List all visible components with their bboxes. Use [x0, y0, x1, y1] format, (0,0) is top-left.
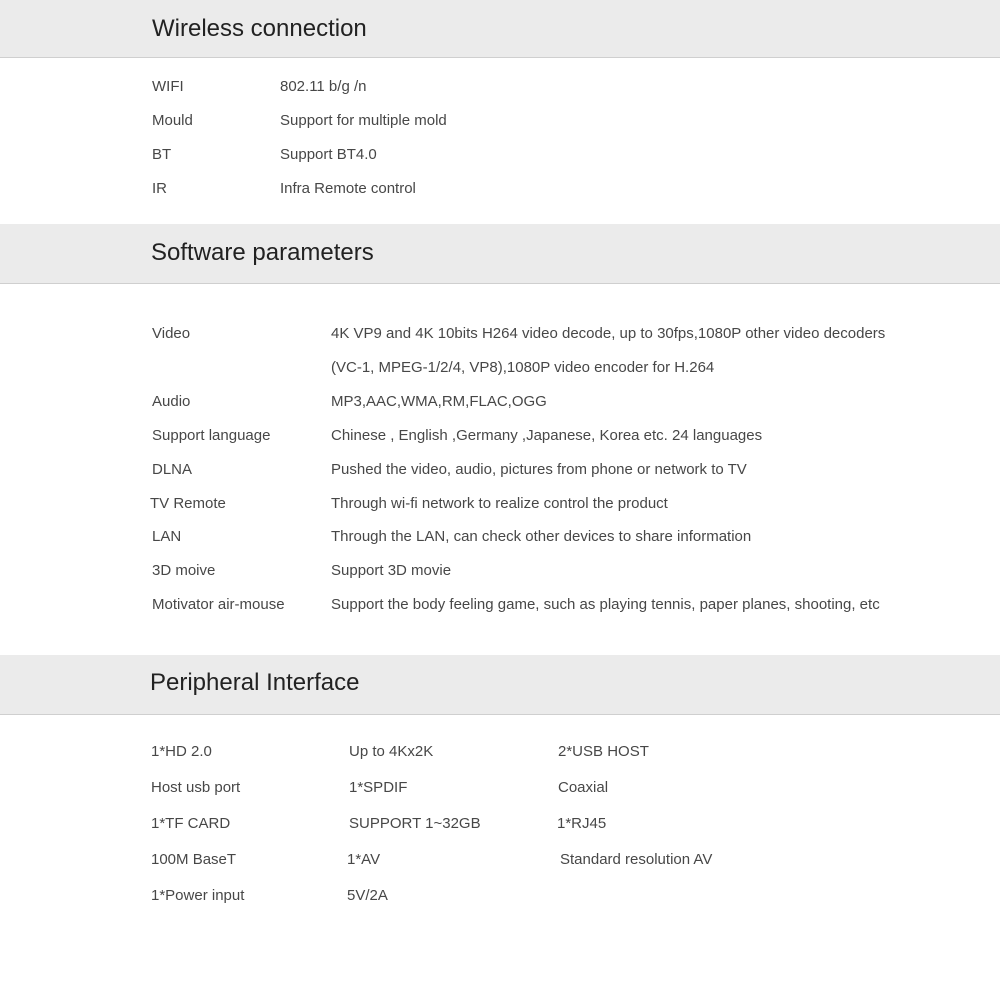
software-label-video: Video — [152, 325, 191, 342]
software-value-lan: Through the LAN, can check other devices to share information — [331, 528, 752, 545]
peripheral-cell: 100M BaseT — [151, 851, 237, 868]
software-label-audio: Audio — [152, 393, 191, 410]
software-value-video: 4K VP9 and 4K 10bits H264 video decode, up to 30fps,1080P other video decoders — [331, 325, 886, 342]
software-value-language: Chinese , English ,Germany ,Japanese, Korea etc. 24 languages — [331, 427, 763, 444]
peripheral-cell: 5V/2A — [347, 887, 388, 904]
wireless-label-bt: BT — [152, 146, 172, 163]
software-label-3d: 3D moive — [152, 562, 216, 579]
software-label-tv-remote: TV Remote — [150, 495, 226, 512]
software-value-dlna: Pushed the video, audio, pictures from phone or network to TV — [331, 461, 747, 478]
software-value-audio: MP3,AAC,WMA,RM,FLAC,OGG — [331, 393, 547, 410]
peripheral-cell: 1*HD 2.0 — [151, 743, 212, 760]
wireless-value-wifi: 802.11 b/g /n — [280, 78, 367, 95]
peripheral-cell: 1*TF CARD — [151, 815, 231, 832]
software-value-video-line2: (VC-1, MPEG-1/2/4, VP8),1080P video encoder for H.264 — [331, 359, 715, 376]
wireless-value-ir: Infra Remote control — [280, 180, 416, 197]
peripheral-cell: Standard resolution AV — [560, 851, 713, 868]
software-label-air-mouse: Motivator air-mouse — [152, 596, 285, 613]
peripheral-cell: Up to 4Kx2K — [349, 743, 434, 760]
section-title-software: Software parameters — [151, 239, 374, 266]
peripheral-cell: 2*USB HOST — [558, 743, 649, 760]
software-label-language: Support language — [152, 427, 271, 444]
peripheral-cell: 1*RJ45 — [557, 815, 607, 832]
software-section-header — [0, 224, 1000, 284]
wireless-value-mould: Support for multiple mold — [280, 112, 447, 129]
peripheral-cell: 1*AV — [347, 851, 381, 868]
peripheral-section-header — [0, 655, 1000, 715]
wireless-label-ir: IR — [152, 180, 167, 197]
wireless-label-mould: Mould — [152, 112, 193, 129]
software-value-3d: Support 3D movie — [331, 562, 452, 579]
peripheral-cell: 1*SPDIF — [349, 779, 408, 796]
wireless-section-header — [0, 0, 1000, 58]
section-title-peripheral: Peripheral Interface — [150, 669, 360, 696]
peripheral-cell: Host usb port — [151, 779, 241, 796]
section-title-wireless: Wireless connection — [152, 15, 367, 42]
software-label-dlna: DLNA — [152, 461, 193, 478]
peripheral-cell: 1*Power input — [151, 887, 245, 904]
wireless-label-wifi: WIFI — [152, 78, 184, 95]
peripheral-cell: SUPPORT 1~32GB — [349, 815, 481, 832]
peripheral-cell: Coaxial — [558, 779, 609, 796]
wireless-value-bt: Support BT4.0 — [280, 146, 377, 163]
software-label-lan: LAN — [152, 528, 182, 545]
software-value-air-mouse: Support the body feeling game, such as playing tennis, paper planes, shooting, etc — [331, 596, 880, 613]
software-value-tv-remote: Through wi-fi network to realize control the product — [331, 495, 668, 512]
